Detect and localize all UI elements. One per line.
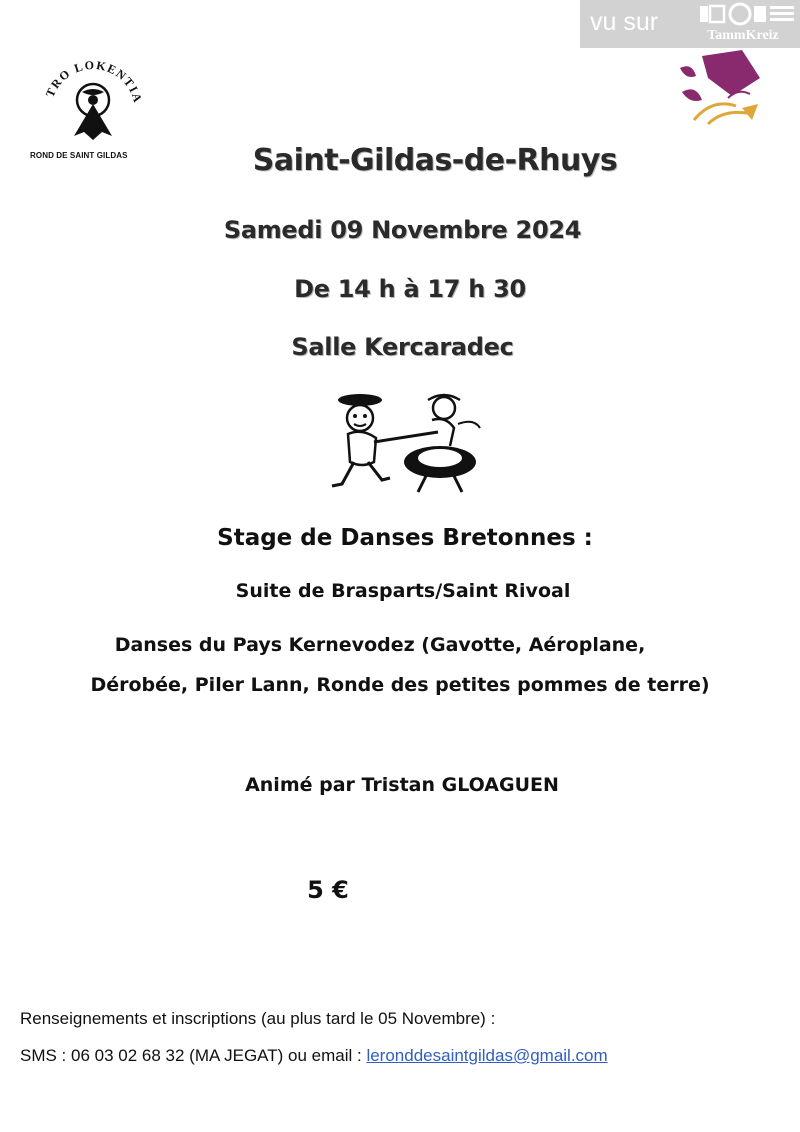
program-line-1: Suite de Brasparts/Saint Rivoal <box>235 580 571 602</box>
sms-contact: SMS : 06 03 02 68 32 (MA JEGAT) ou email : <box>20 1046 367 1065</box>
logo-arc-text: TRO LOKENTIA <box>42 57 146 106</box>
breton-dancers-icon <box>328 388 488 500</box>
price: 5 € <box>307 876 349 904</box>
email-link[interactable]: leronddesaintgildas@gmail.com <box>366 1046 608 1065</box>
hermine-icon <box>38 40 148 160</box>
badge-prefix: vu sur <box>590 8 659 36</box>
event-town: Saint-Gildas-de-Rhuys <box>252 143 618 178</box>
tammkreiz-badge[interactable] <box>580 0 800 48</box>
contact-line <box>20 1046 608 1066</box>
tammkreiz-logo-icon <box>698 2 796 30</box>
program-line-3: Dérobée, Piler Lann, Ronde des petites pommes de terre) <box>90 674 710 696</box>
program-line-2: Danses du Pays Kernevodez (Gavotte, Aéroplane, <box>114 634 646 656</box>
floral-decoration-icon <box>672 48 767 128</box>
logo-caption: ROND DE SAINT GILDAS <box>30 151 128 160</box>
club-logo <box>38 40 148 160</box>
event-date: Samedi 09 Novembre 2024 <box>223 216 582 244</box>
animator: Animé par Tristan GLOAGUEN <box>245 774 559 796</box>
event-venue: Salle Kercaradec <box>291 333 514 361</box>
program-title: Stage de Danses Bretonnes : <box>217 525 593 551</box>
badge-brand: TammKreiz <box>707 28 779 43</box>
registration-info: Renseignements et inscriptions (au plus tard le 05 Novembre) : <box>20 1009 496 1028</box>
event-time: De 14 h à 17 h 30 <box>294 275 526 303</box>
